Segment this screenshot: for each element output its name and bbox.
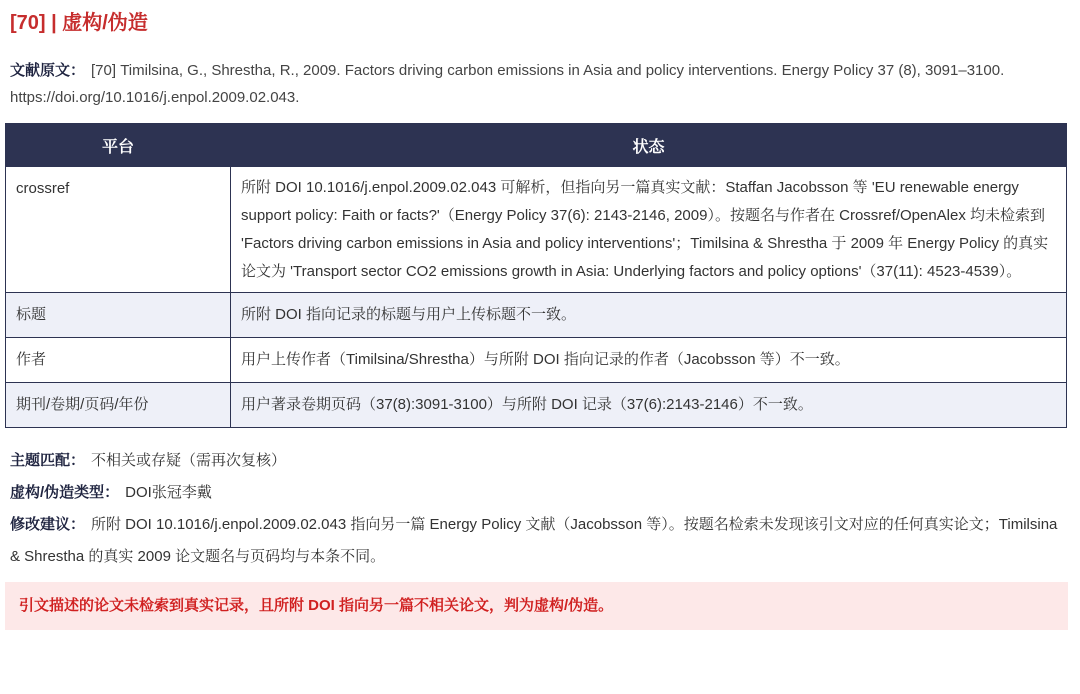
reference-check-page: [0, 8, 1080, 694]
citation-text: [70] Timilsina, G., Shrestha, R., 2009. Factors driving carbon emissions in Asia and policy interventions. Energy Policy 37 (8), 3091–3100. https://doi.org/10.1016/j.enpol.2009.02.043.: [10, 62, 1005, 106]
platform-cell: crossref: [6, 167, 231, 293]
page-title: [70] | 虚构/伪造: [10, 12, 148, 34]
verdict-alert: 引文描述的论文未检索到真实记录，且所附 DOI 指向另一篇不相关论文，判为虚构/伪造。: [5, 582, 1068, 630]
topic-match-value: 不相关或存疑（需再次复核）: [91, 452, 287, 469]
citation-label: 文献原文：: [10, 62, 86, 79]
original-citation: [10, 57, 1070, 111]
table-row: [6, 338, 1067, 383]
status-cell: 所附 DOI 10.1016/j.enpol.2009.02.043 可解析，但指向另一篇真实文献：Staffan Jacobsson 等 'EU renewable energy support policy: Faith or facts?'（Energy Policy 37(6): 2143-2146, 2009）。按题名与作者在 Crossref/OpenAlex 均未检索到 'Factors driving carbon emissions in Asia and policy interventions'；Timilsina & Shrestha 于 2009 年 Energy Policy 的真实论文为 'Transport sector CO2 emissions growth in Asia: Underlying factors and policy options'（37(11): 4523-4539）。: [231, 167, 1067, 293]
topic-match-line: [10, 445, 1070, 477]
platform-cell: 标题: [6, 293, 231, 338]
status-cell: 用户著录卷期页码（37(8):3091-3100）与所附 DOI 记录（37(6):2143-2146）不一致。: [231, 383, 1067, 428]
topic-match-label: 主题匹配：: [10, 452, 86, 469]
platform-cell: 期刊/卷期/页码/年份: [6, 383, 231, 428]
fabrication-type-value: DOI张冠李戴: [125, 484, 212, 501]
fabrication-type-label: 虚构/伪造类型：: [10, 484, 120, 501]
table-row: [6, 293, 1067, 338]
suggestion-line: [10, 509, 1070, 573]
table-row: [6, 383, 1067, 428]
status-cell: 用户上传作者（Timilsina/Shrestha）与所附 DOI 指向记录的作者（Jacobsson 等）不一致。: [231, 338, 1067, 383]
table-header-row: [6, 124, 1067, 167]
summary-section: [10, 445, 1070, 573]
suggestion-value: 所附 DOI 10.1016/j.enpol.2009.02.043 指向另一篇 Energy Policy 文献（Jacobsson 等）。按题名检索未发现该引文对应的任何真实论文；Timilsina & Shrestha 的真实 2009 论文题名与页码均与本条不同。: [10, 516, 1058, 565]
platform-cell: 作者: [6, 338, 231, 383]
suggestion-label: 修改建议：: [10, 516, 86, 533]
verification-table: [5, 123, 1067, 428]
column-header-platform: 平台: [6, 124, 231, 167]
column-header-status: 状态: [231, 124, 1067, 167]
fabrication-type-line: [10, 477, 1070, 509]
status-cell: 所附 DOI 指向记录的标题与用户上传标题不一致。: [231, 293, 1067, 338]
table-row: [6, 167, 1067, 293]
